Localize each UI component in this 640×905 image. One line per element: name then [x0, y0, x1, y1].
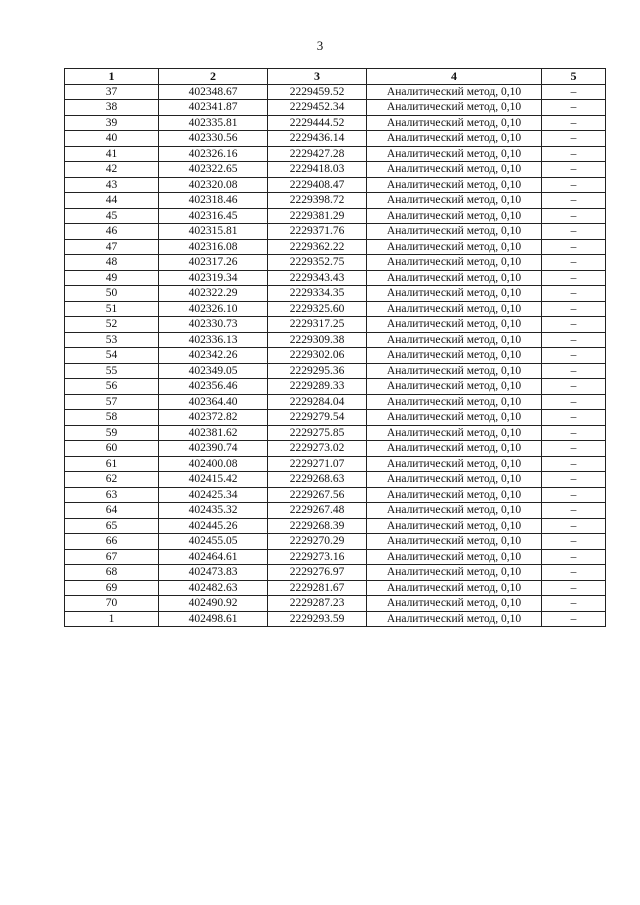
- point-number-cell: 42: [65, 162, 159, 178]
- method-cell: Аналитический метод, 0,10: [367, 379, 542, 395]
- x-coordinate-cell: 402490.92: [159, 596, 268, 612]
- x-coordinate-cell: 402425.34: [159, 487, 268, 503]
- point-number-cell: 54: [65, 348, 159, 364]
- y-coordinate-cell: 2229281.67: [268, 580, 367, 596]
- y-coordinate-cell: 2229279.54: [268, 410, 367, 426]
- note-cell: –: [542, 224, 606, 240]
- method-cell: Аналитический метод, 0,10: [367, 518, 542, 534]
- note-cell: –: [542, 286, 606, 302]
- method-cell: Аналитический метод, 0,10: [367, 549, 542, 565]
- point-number-cell: 52: [65, 317, 159, 333]
- y-coordinate-cell: 2229295.36: [268, 363, 367, 379]
- y-coordinate-cell: 2229352.75: [268, 255, 367, 271]
- y-coordinate-cell: 2229271.07: [268, 456, 367, 472]
- point-number-cell: 56: [65, 379, 159, 395]
- point-number-cell: 47: [65, 239, 159, 255]
- point-number-cell: 50: [65, 286, 159, 302]
- method-cell: Аналитический метод, 0,10: [367, 472, 542, 488]
- table-row: [65, 224, 606, 240]
- y-coordinate-cell: 2229408.47: [268, 177, 367, 193]
- method-cell: Аналитический метод, 0,10: [367, 487, 542, 503]
- point-number-cell: 64: [65, 503, 159, 519]
- note-cell: –: [542, 348, 606, 364]
- method-cell: Аналитический метод, 0,10: [367, 394, 542, 410]
- x-coordinate-cell: 402415.42: [159, 472, 268, 488]
- y-coordinate-cell: 2229284.04: [268, 394, 367, 410]
- x-coordinate-cell: 402319.34: [159, 270, 268, 286]
- method-cell: Аналитический метод, 0,10: [367, 131, 542, 147]
- x-coordinate-cell: 402341.87: [159, 100, 268, 116]
- method-cell: Аналитический метод, 0,10: [367, 193, 542, 209]
- point-number-cell: 39: [65, 115, 159, 131]
- method-cell: Аналитический метод, 0,10: [367, 162, 542, 178]
- table-row: [65, 348, 606, 364]
- x-coordinate-cell: 402330.73: [159, 317, 268, 333]
- table-row: [65, 270, 606, 286]
- method-cell: Аналитический метод, 0,10: [367, 596, 542, 612]
- method-cell: Аналитический метод, 0,10: [367, 255, 542, 271]
- note-cell: –: [542, 363, 606, 379]
- x-coordinate-cell: 402322.29: [159, 286, 268, 302]
- point-number-cell: 41: [65, 146, 159, 162]
- note-cell: –: [542, 162, 606, 178]
- method-cell: Аналитический метод, 0,10: [367, 317, 542, 333]
- table-row: [65, 580, 606, 596]
- table-row: [65, 239, 606, 255]
- note-cell: –: [542, 317, 606, 333]
- note-cell: –: [542, 146, 606, 162]
- method-cell: Аналитический метод, 0,10: [367, 84, 542, 100]
- x-coordinate-cell: 402322.65: [159, 162, 268, 178]
- point-number-cell: 69: [65, 580, 159, 596]
- note-cell: –: [542, 239, 606, 255]
- y-coordinate-cell: 2229444.52: [268, 115, 367, 131]
- method-cell: Аналитический метод, 0,10: [367, 441, 542, 457]
- table-header: [65, 69, 606, 85]
- header-cell-4: 4: [367, 69, 542, 85]
- table-row: [65, 472, 606, 488]
- method-cell: Аналитический метод, 0,10: [367, 580, 542, 596]
- point-number-cell: 46: [65, 224, 159, 240]
- y-coordinate-cell: 2229427.28: [268, 146, 367, 162]
- header-cell-3: 3: [268, 69, 367, 85]
- point-number-cell: 38: [65, 100, 159, 116]
- x-coordinate-cell: 402390.74: [159, 441, 268, 457]
- point-number-cell: 70: [65, 596, 159, 612]
- method-cell: Аналитический метод, 0,10: [367, 301, 542, 317]
- table-body: [65, 84, 606, 627]
- method-cell: Аналитический метод, 0,10: [367, 270, 542, 286]
- table-row: [65, 255, 606, 271]
- point-number-cell: 60: [65, 441, 159, 457]
- point-number-cell: 48: [65, 255, 159, 271]
- y-coordinate-cell: 2229459.52: [268, 84, 367, 100]
- x-coordinate-cell: 402317.26: [159, 255, 268, 271]
- point-number-cell: 49: [65, 270, 159, 286]
- header-row: [65, 69, 606, 85]
- y-coordinate-cell: 2229371.76: [268, 224, 367, 240]
- point-number-cell: 57: [65, 394, 159, 410]
- note-cell: –: [542, 596, 606, 612]
- method-cell: Аналитический метод, 0,10: [367, 565, 542, 581]
- y-coordinate-cell: 2229268.63: [268, 472, 367, 488]
- note-cell: –: [542, 503, 606, 519]
- method-cell: Аналитический метод, 0,10: [367, 224, 542, 240]
- note-cell: –: [542, 441, 606, 457]
- table-row: [65, 286, 606, 302]
- y-coordinate-cell: 2229273.16: [268, 549, 367, 565]
- note-cell: –: [542, 131, 606, 147]
- x-coordinate-cell: 402326.16: [159, 146, 268, 162]
- point-number-cell: 43: [65, 177, 159, 193]
- y-coordinate-cell: 2229267.48: [268, 503, 367, 519]
- x-coordinate-cell: 402356.46: [159, 379, 268, 395]
- page-number: 3: [316, 38, 324, 53]
- x-coordinate-cell: 402315.81: [159, 224, 268, 240]
- y-coordinate-cell: 2229289.33: [268, 379, 367, 395]
- note-cell: –: [542, 611, 606, 627]
- x-coordinate-cell: 402336.13: [159, 332, 268, 348]
- table-row: [65, 332, 606, 348]
- x-coordinate-cell: 402330.56: [159, 131, 268, 147]
- point-number-cell: 53: [65, 332, 159, 348]
- x-coordinate-cell: 402320.08: [159, 177, 268, 193]
- table-row: [65, 317, 606, 333]
- note-cell: –: [542, 301, 606, 317]
- note-cell: –: [542, 379, 606, 395]
- y-coordinate-cell: 2229381.29: [268, 208, 367, 224]
- note-cell: –: [542, 177, 606, 193]
- table-row: [65, 425, 606, 441]
- x-coordinate-cell: 402464.61: [159, 549, 268, 565]
- y-coordinate-cell: 2229317.25: [268, 317, 367, 333]
- y-coordinate-cell: 2229334.35: [268, 286, 367, 302]
- x-coordinate-cell: 402381.62: [159, 425, 268, 441]
- y-coordinate-cell: 2229275.85: [268, 425, 367, 441]
- header-cell-5: 5: [542, 69, 606, 85]
- method-cell: Аналитический метод, 0,10: [367, 425, 542, 441]
- y-coordinate-cell: 2229276.97: [268, 565, 367, 581]
- note-cell: –: [542, 394, 606, 410]
- point-number-cell: 68: [65, 565, 159, 581]
- method-cell: Аналитический метод, 0,10: [367, 456, 542, 472]
- x-coordinate-cell: 402316.45: [159, 208, 268, 224]
- x-coordinate-cell: 402342.26: [159, 348, 268, 364]
- note-cell: –: [542, 332, 606, 348]
- point-number-cell: 44: [65, 193, 159, 209]
- note-cell: –: [542, 410, 606, 426]
- point-number-cell: 66: [65, 534, 159, 550]
- table-row: [65, 549, 606, 565]
- x-coordinate-cell: 402364.40: [159, 394, 268, 410]
- x-coordinate-cell: 402372.82: [159, 410, 268, 426]
- x-coordinate-cell: 402316.08: [159, 239, 268, 255]
- table-row: [65, 363, 606, 379]
- point-number-cell: 37: [65, 84, 159, 100]
- y-coordinate-cell: 2229436.14: [268, 131, 367, 147]
- table-row: [65, 146, 606, 162]
- x-coordinate-cell: 402455.05: [159, 534, 268, 550]
- method-cell: Аналитический метод, 0,10: [367, 611, 542, 627]
- point-number-cell: 51: [65, 301, 159, 317]
- note-cell: –: [542, 270, 606, 286]
- table-row: [65, 379, 606, 395]
- x-coordinate-cell: 402335.81: [159, 115, 268, 131]
- table-row: [65, 565, 606, 581]
- y-coordinate-cell: 2229268.39: [268, 518, 367, 534]
- x-coordinate-cell: 402326.10: [159, 301, 268, 317]
- x-coordinate-cell: 402400.08: [159, 456, 268, 472]
- table-row: [65, 193, 606, 209]
- note-cell: –: [542, 565, 606, 581]
- note-cell: –: [542, 208, 606, 224]
- method-cell: Аналитический метод, 0,10: [367, 348, 542, 364]
- note-cell: –: [542, 84, 606, 100]
- x-coordinate-cell: 402482.63: [159, 580, 268, 596]
- point-number-cell: 45: [65, 208, 159, 224]
- table-row: [65, 301, 606, 317]
- table-row: [65, 611, 606, 627]
- table-row: [65, 162, 606, 178]
- method-cell: Аналитический метод, 0,10: [367, 177, 542, 193]
- x-coordinate-cell: 402498.61: [159, 611, 268, 627]
- table-row: [65, 456, 606, 472]
- x-coordinate-cell: 402348.67: [159, 84, 268, 100]
- y-coordinate-cell: 2229270.29: [268, 534, 367, 550]
- table-row: [65, 131, 606, 147]
- method-cell: Аналитический метод, 0,10: [367, 115, 542, 131]
- table-row: [65, 115, 606, 131]
- note-cell: –: [542, 518, 606, 534]
- table-row: [65, 518, 606, 534]
- y-coordinate-cell: 2229452.34: [268, 100, 367, 116]
- coordinates-table: [64, 68, 606, 627]
- y-coordinate-cell: 2229418.03: [268, 162, 367, 178]
- table-row: [65, 534, 606, 550]
- note-cell: –: [542, 100, 606, 116]
- y-coordinate-cell: 2229362.22: [268, 239, 367, 255]
- y-coordinate-cell: 2229309.38: [268, 332, 367, 348]
- note-cell: –: [542, 425, 606, 441]
- x-coordinate-cell: 402349.05: [159, 363, 268, 379]
- point-number-cell: 65: [65, 518, 159, 534]
- table-row: [65, 503, 606, 519]
- table-row: [65, 84, 606, 100]
- note-cell: –: [542, 487, 606, 503]
- note-cell: –: [542, 534, 606, 550]
- y-coordinate-cell: 2229287.23: [268, 596, 367, 612]
- y-coordinate-cell: 2229343.43: [268, 270, 367, 286]
- method-cell: Аналитический метод, 0,10: [367, 239, 542, 255]
- table-row: [65, 487, 606, 503]
- method-cell: Аналитический метод, 0,10: [367, 410, 542, 426]
- note-cell: –: [542, 115, 606, 131]
- y-coordinate-cell: 2229325.60: [268, 301, 367, 317]
- point-number-cell: 67: [65, 549, 159, 565]
- method-cell: Аналитический метод, 0,10: [367, 100, 542, 116]
- note-cell: –: [542, 580, 606, 596]
- x-coordinate-cell: 402445.26: [159, 518, 268, 534]
- header-cell-1: 1: [65, 69, 159, 85]
- note-cell: –: [542, 193, 606, 209]
- method-cell: Аналитический метод, 0,10: [367, 208, 542, 224]
- point-number-cell: 62: [65, 472, 159, 488]
- note-cell: –: [542, 456, 606, 472]
- note-cell: –: [542, 255, 606, 271]
- point-number-cell: 55: [65, 363, 159, 379]
- table-row: [65, 410, 606, 426]
- method-cell: Аналитический метод, 0,10: [367, 146, 542, 162]
- point-number-cell: 61: [65, 456, 159, 472]
- method-cell: Аналитический метод, 0,10: [367, 534, 542, 550]
- point-number-cell: 59: [65, 425, 159, 441]
- x-coordinate-cell: 402435.32: [159, 503, 268, 519]
- table-row: [65, 394, 606, 410]
- header-cell-2: 2: [159, 69, 268, 85]
- method-cell: Аналитический метод, 0,10: [367, 503, 542, 519]
- point-number-cell: 63: [65, 487, 159, 503]
- y-coordinate-cell: 2229273.02: [268, 441, 367, 457]
- point-number-cell: 1: [65, 611, 159, 627]
- y-coordinate-cell: 2229293.59: [268, 611, 367, 627]
- method-cell: Аналитический метод, 0,10: [367, 286, 542, 302]
- note-cell: –: [542, 549, 606, 565]
- point-number-cell: 58: [65, 410, 159, 426]
- table-row: [65, 177, 606, 193]
- note-cell: –: [542, 472, 606, 488]
- table-row: [65, 208, 606, 224]
- y-coordinate-cell: 2229302.06: [268, 348, 367, 364]
- table-row: [65, 596, 606, 612]
- method-cell: Аналитический метод, 0,10: [367, 363, 542, 379]
- method-cell: Аналитический метод, 0,10: [367, 332, 542, 348]
- point-number-cell: 40: [65, 131, 159, 147]
- y-coordinate-cell: 2229267.56: [268, 487, 367, 503]
- x-coordinate-cell: 402318.46: [159, 193, 268, 209]
- table-row: [65, 441, 606, 457]
- table-row: [65, 100, 606, 116]
- y-coordinate-cell: 2229398.72: [268, 193, 367, 209]
- x-coordinate-cell: 402473.83: [159, 565, 268, 581]
